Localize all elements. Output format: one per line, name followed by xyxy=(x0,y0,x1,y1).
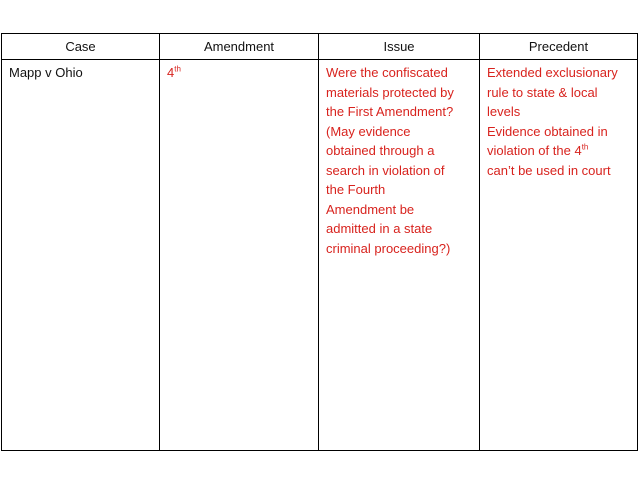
issue-line: the Fourth xyxy=(326,182,386,197)
table-row xyxy=(2,60,638,451)
cell-precedent xyxy=(480,60,638,451)
precedent-line: Evidence obtained in xyxy=(487,123,608,139)
precedent-line: levels xyxy=(487,104,521,119)
precedent-line: violation of the 4th xyxy=(487,142,589,158)
issue-line: admitted in a state xyxy=(326,221,433,236)
issue-line: the First Amendment? xyxy=(326,104,454,119)
header-row xyxy=(2,34,638,60)
cell-issue xyxy=(319,60,480,451)
header-case: Case xyxy=(2,34,160,60)
precedent-line: can’t be used in court xyxy=(487,162,611,178)
issue-line: Were the confiscated xyxy=(326,65,448,80)
precedent-line: rule to state & local xyxy=(487,84,598,100)
precedent-line: Extended exclusionary xyxy=(487,65,618,80)
case-table xyxy=(1,33,638,451)
issue-line: obtained through a xyxy=(326,143,435,158)
case-name: Mapp v Ohio xyxy=(9,65,83,80)
issue-line: Amendment be xyxy=(326,201,415,217)
issue-line: criminal proceeding?) xyxy=(326,240,451,256)
header-issue: Issue xyxy=(319,34,480,60)
issue-line: materials protected by xyxy=(326,84,454,100)
amendment-value: 4th xyxy=(167,64,181,80)
cell-case xyxy=(2,60,160,451)
cell-amendment xyxy=(160,60,319,451)
issue-line: (May evidence xyxy=(326,123,411,139)
header-amendment: Amendment xyxy=(160,34,319,60)
issue-line: search in violation of xyxy=(326,162,445,178)
header-precedent: Precedent xyxy=(480,34,638,60)
